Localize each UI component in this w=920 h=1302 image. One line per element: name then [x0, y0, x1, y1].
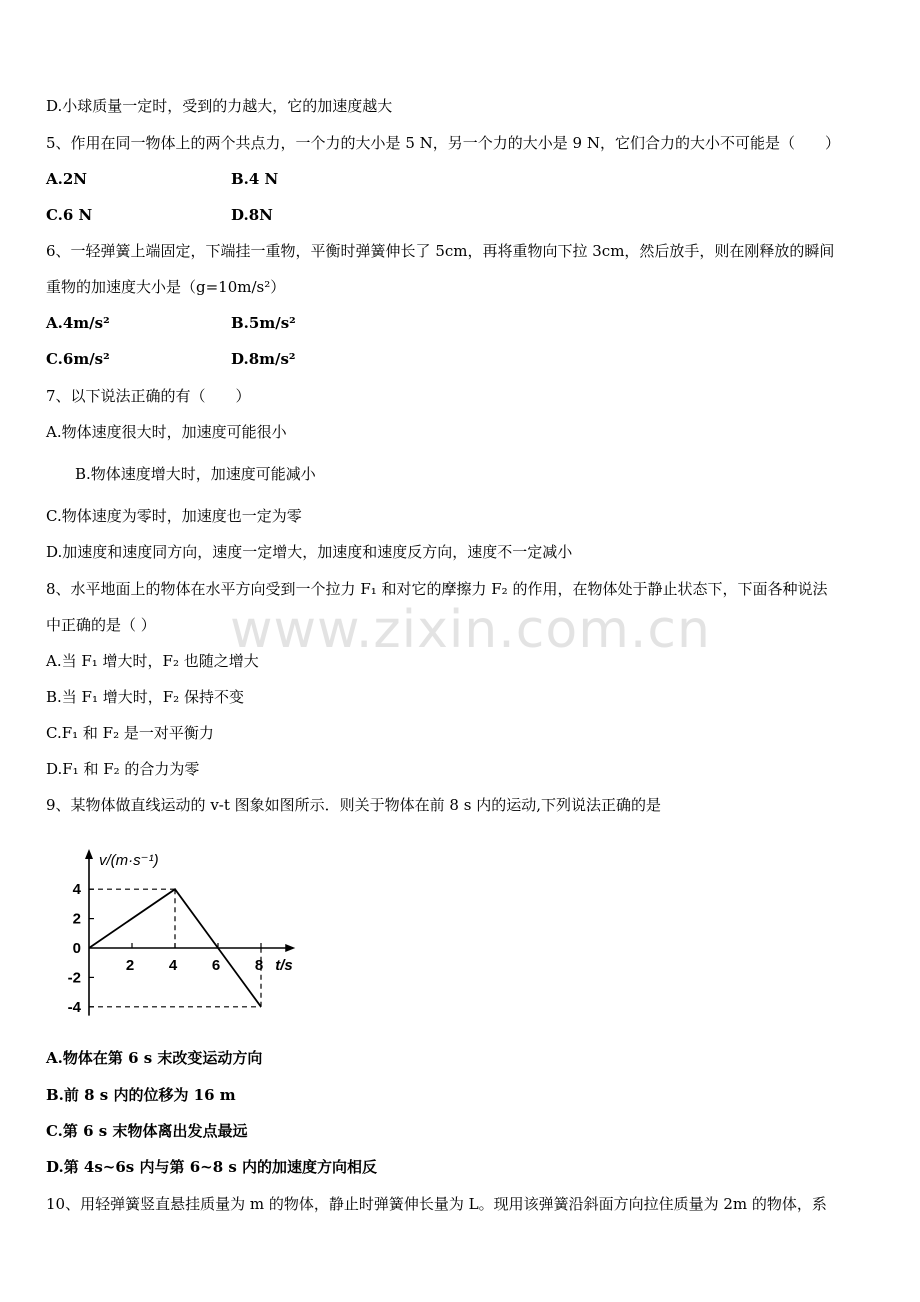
- q4-option-d: D.小球质量一定时，受到的力越大，它的加速度越大: [46, 97, 393, 115]
- q7-stem: 7、以下说法正确的有（ ）: [46, 387, 251, 405]
- x-tick-label: 4: [168, 957, 178, 974]
- x-axis-arrow: [285, 944, 295, 952]
- q7-option-c: C.物体速度为零时，加速度也一定为零: [46, 507, 302, 525]
- y-tick-label: 0: [72, 940, 81, 957]
- y-axis-label: v/(m·s⁻¹): [99, 851, 159, 869]
- q7-option-a: A.物体速度很大时，加速度可能很小: [46, 423, 287, 441]
- q8-option-b: B.当 F₁ 增大时，F₂ 保持不变: [46, 688, 244, 706]
- y-tick-label: -2: [67, 969, 81, 987]
- y-tick-label: 4: [72, 881, 81, 899]
- q9-option-a: A.物体在第 6 s 末改变运动方向: [46, 1049, 263, 1067]
- q8-option-c: C.F₁ 和 F₂ 是一对平衡力: [46, 724, 214, 742]
- q9-option-c: C.第 6 s 末物体离出发点最远: [46, 1122, 248, 1140]
- q6-option-c: C.6m/s²: [46, 350, 110, 368]
- q8-stem-line1: 8、水平地面上的物体在水平方向受到一个拉力 F₁ 和对它的摩擦力 F₂ 的作用，在物体处于静止状态下，下面各种说法: [46, 580, 828, 598]
- q10-stem: 10、用轻弹簧竖直悬挂质量为 m 的物体，静止时弹簧伸长量为 L。现用该弹簧沿斜面方向拉住质量为 2m 的物体，系: [46, 1195, 827, 1213]
- q9-option-d: D.第 4s~6s 内与第 6~8 s 内的加速度方向相反: [46, 1158, 378, 1176]
- q6-option-b: B.5m/s²: [231, 314, 296, 332]
- x-tick-label: 6: [211, 957, 221, 974]
- q8-option-d: D.F₁ 和 F₂ 的合力为零: [46, 760, 200, 778]
- q9-option-b: B.前 8 s 内的位移为 16 m: [46, 1086, 236, 1104]
- q8-option-a: A.当 F₁ 增大时，F₂ 也随之增大: [46, 652, 259, 670]
- q5-option-b: B.4 N: [231, 170, 279, 188]
- q5-option-d: D.8N: [231, 206, 273, 224]
- q6-option-a: A.4m/s²: [46, 314, 110, 332]
- y-axis-arrow: [85, 849, 93, 859]
- q5-option-c: C.6 N: [46, 206, 93, 224]
- q5-option-a: A.2N: [46, 170, 88, 188]
- x-tick-label: 8: [254, 957, 264, 974]
- watermark: www.zixin.com.cn: [230, 600, 711, 660]
- y-tick-label: 2: [72, 910, 81, 928]
- q5-stem: 5、作用在同一物体上的两个共点力，一个力的大小是 5 N，另一个力的大小是 9 N，它们合力的大小不可能是（ ）: [46, 134, 840, 152]
- vt-graph: [56, 836, 316, 1036]
- q7-option-d: D.加速度和速度同方向，速度一定增大，加速度和速度反方向，速度不一定减小: [46, 543, 573, 561]
- q6-stem-line2: 重物的加速度大小是（g=10m/s²）: [46, 278, 286, 296]
- q6-stem-line1: 6、一轻弹簧上端固定，下端挂一重物，平衡时弹簧伸长了 5cm，再将重物向下拉 3cm，然后放手，则在刚释放的瞬间: [46, 242, 835, 260]
- q8-stem-line2: 中正确的是（ ）: [46, 616, 156, 634]
- q9-stem: 9、某物体做直线运动的 v-t 图象如图所示．则关于物体在前 8 s 内的运动,下列说法正确的是: [46, 796, 661, 814]
- x-tick-label: 2: [125, 957, 135, 974]
- q7-option-b: B.物体速度增大时，加速度可能减小: [75, 465, 316, 483]
- y-tick-label: -4: [67, 998, 81, 1016]
- q6-option-d: D.8m/s²: [231, 350, 296, 368]
- x-axis-label: t/s: [275, 957, 293, 974]
